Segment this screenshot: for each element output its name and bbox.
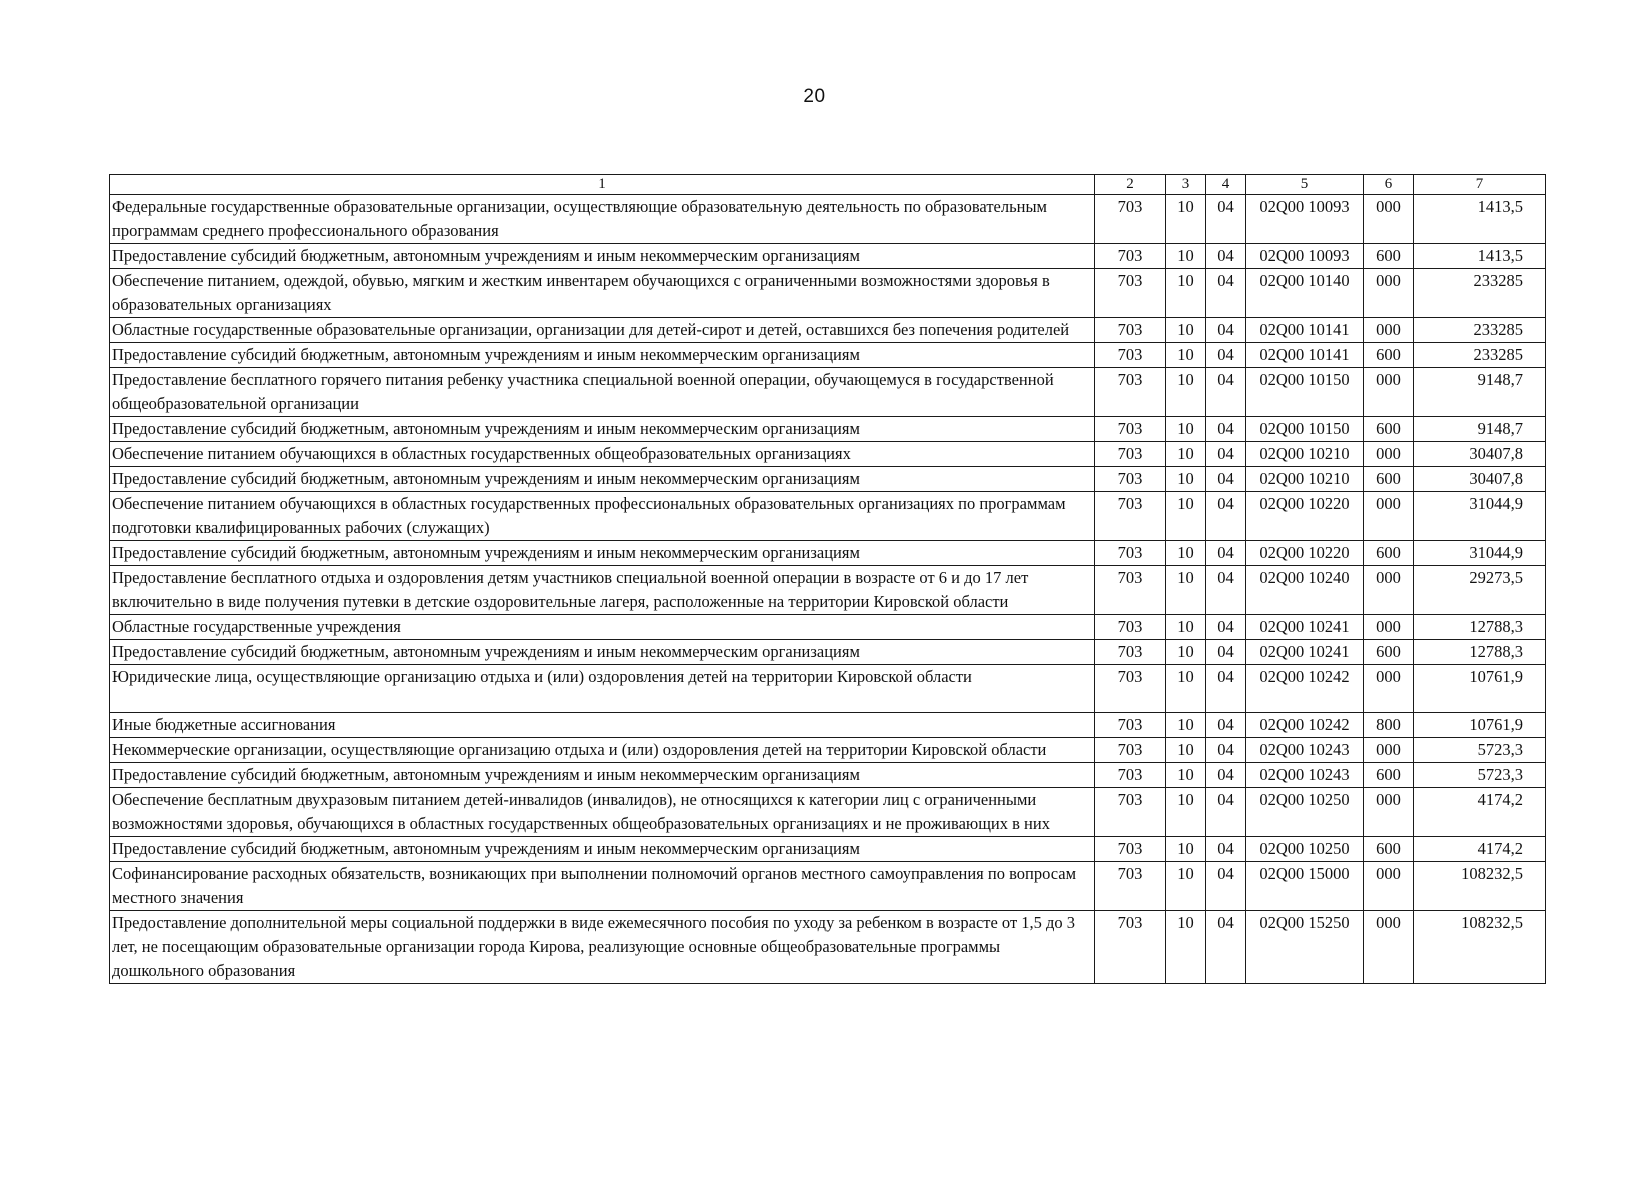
row-subsection-cell: 04 <box>1206 244 1246 269</box>
row-amount-cell: 9148,7 <box>1414 368 1546 417</box>
table-row <box>110 862 1546 911</box>
row-subsection-cell: 04 <box>1206 763 1246 788</box>
table-row <box>110 541 1546 566</box>
row-name-cell: Обеспечение бесплатным двухразовым питанием детей-инвалидов (инвалидов), не относящихся к категории лиц с ограниченными возможностями здоровья, обучающихся в областных государственных общеобразовательных организациях и не проживающих в них <box>110 788 1095 837</box>
row-expense-type-cell: 600 <box>1364 763 1414 788</box>
row-section-cell: 10 <box>1166 269 1206 318</box>
row-expense-type-cell: 000 <box>1364 195 1414 244</box>
row-grbs-cell: 703 <box>1095 492 1166 541</box>
row-name-cell: Обеспечение питанием, одеждой, обувью, мягким и жестким инвентарем обучающихся с ограниченными возможностями здоровья в образовательных организациях <box>110 269 1095 318</box>
row-amount-cell: 12788,3 <box>1414 640 1546 665</box>
row-amount-cell: 5723,3 <box>1414 763 1546 788</box>
row-grbs-cell: 703 <box>1095 318 1166 343</box>
row-grbs-cell: 703 <box>1095 837 1166 862</box>
row-grbs-cell: 703 <box>1095 911 1166 984</box>
row-grbs-cell: 703 <box>1095 763 1166 788</box>
row-grbs-cell: 703 <box>1095 269 1166 318</box>
row-subsection-cell: 04 <box>1206 640 1246 665</box>
table-row <box>110 640 1546 665</box>
row-expense-type-cell: 600 <box>1364 837 1414 862</box>
row-target-article-cell: 02Q00 10210 <box>1246 467 1364 492</box>
row-grbs-cell: 703 <box>1095 788 1166 837</box>
row-subsection-cell: 04 <box>1206 541 1246 566</box>
row-expense-type-cell: 000 <box>1364 788 1414 837</box>
row-amount-cell: 10761,9 <box>1414 665 1546 713</box>
row-section-cell: 10 <box>1166 368 1206 417</box>
row-subsection-cell: 04 <box>1206 318 1246 343</box>
row-subsection-cell: 04 <box>1206 837 1246 862</box>
row-expense-type-cell: 600 <box>1364 640 1414 665</box>
row-name-cell: Предоставление субсидий бюджетным, автономным учреждениям и иным некоммерческим организациям <box>110 467 1095 492</box>
row-target-article-cell: 02Q00 10141 <box>1246 343 1364 368</box>
row-amount-cell: 30407,8 <box>1414 442 1546 467</box>
row-target-article-cell: 02Q00 15000 <box>1246 862 1364 911</box>
row-target-article-cell: 02Q00 10093 <box>1246 244 1364 269</box>
row-section-cell: 10 <box>1166 665 1206 713</box>
row-target-article-cell: 02Q00 10220 <box>1246 541 1364 566</box>
row-name-cell: Предоставление субсидий бюджетным, автономным учреждениям и иным некоммерческим организациям <box>110 417 1095 442</box>
table-row <box>110 665 1546 713</box>
row-subsection-cell: 04 <box>1206 467 1246 492</box>
row-expense-type-cell: 000 <box>1364 492 1414 541</box>
table-row <box>110 492 1546 541</box>
table-row <box>110 343 1546 368</box>
page-number: 20 <box>803 86 826 107</box>
table-header <box>110 175 1546 195</box>
row-subsection-cell: 04 <box>1206 492 1246 541</box>
row-grbs-cell: 703 <box>1095 640 1166 665</box>
row-subsection-cell: 04 <box>1206 738 1246 763</box>
row-name-cell: Федеральные государственные образовательные организации, осуществляющие образовательную деятельность по образовательным программам среднего профессионального образования <box>110 195 1095 244</box>
row-grbs-cell: 703 <box>1095 713 1166 738</box>
row-subsection-cell: 04 <box>1206 788 1246 837</box>
table-row <box>110 837 1546 862</box>
row-grbs-cell: 703 <box>1095 566 1166 615</box>
table-row <box>110 368 1546 417</box>
table-row <box>110 318 1546 343</box>
row-grbs-cell: 703 <box>1095 665 1166 713</box>
row-expense-type-cell: 600 <box>1364 244 1414 269</box>
row-target-article-cell: 02Q00 10243 <box>1246 763 1364 788</box>
row-section-cell: 10 <box>1166 442 1206 467</box>
row-target-article-cell: 02Q00 10140 <box>1246 269 1364 318</box>
row-subsection-cell: 04 <box>1206 615 1246 640</box>
row-name-cell: Областные государственные образовательные организации, организации для детей-сирот и детей, оставшихся без попечения родителей <box>110 318 1095 343</box>
table-row <box>110 244 1546 269</box>
row-name-cell: Областные государственные учреждения <box>110 615 1095 640</box>
row-target-article-cell: 02Q00 10210 <box>1246 442 1364 467</box>
row-target-article-cell: 02Q00 10150 <box>1246 368 1364 417</box>
row-target-article-cell: 02Q00 10093 <box>1246 195 1364 244</box>
row-name-cell: Предоставление субсидий бюджетным, автономным учреждениям и иным некоммерческим организациям <box>110 763 1095 788</box>
row-grbs-cell: 703 <box>1095 541 1166 566</box>
table-row <box>110 615 1546 640</box>
row-section-cell: 10 <box>1166 640 1206 665</box>
row-section-cell: 10 <box>1166 467 1206 492</box>
table-row <box>110 566 1546 615</box>
row-name-cell: Юридические лица, осуществляющие организацию отдыха и (или) оздоровления детей на территории Кировской области <box>110 665 1095 713</box>
row-subsection-cell: 04 <box>1206 195 1246 244</box>
row-name-cell: Предоставление субсидий бюджетным, автономным учреждениям и иным некоммерческим организациям <box>110 837 1095 862</box>
header-cell-4: 4 <box>1206 175 1246 195</box>
row-expense-type-cell: 000 <box>1364 911 1414 984</box>
row-section-cell: 10 <box>1166 738 1206 763</box>
row-grbs-cell: 703 <box>1095 343 1166 368</box>
row-expense-type-cell: 000 <box>1364 665 1414 713</box>
header-cell-5: 5 <box>1246 175 1364 195</box>
row-target-article-cell: 02Q00 10240 <box>1246 566 1364 615</box>
row-grbs-cell: 703 <box>1095 244 1166 269</box>
row-grbs-cell: 703 <box>1095 368 1166 417</box>
row-amount-cell: 10761,9 <box>1414 713 1546 738</box>
row-target-article-cell: 02Q00 10243 <box>1246 738 1364 763</box>
row-grbs-cell: 703 <box>1095 615 1166 640</box>
row-expense-type-cell: 000 <box>1364 615 1414 640</box>
row-amount-cell: 5723,3 <box>1414 738 1546 763</box>
row-name-cell: Обеспечение питанием обучающихся в областных государственных профессиональных образовательных организациях по программам подготовки квалифицированных рабочих (служащих) <box>110 492 1095 541</box>
row-subsection-cell: 04 <box>1206 442 1246 467</box>
header-cell-7: 7 <box>1414 175 1546 195</box>
row-expense-type-cell: 000 <box>1364 442 1414 467</box>
table-row <box>110 911 1546 984</box>
row-expense-type-cell: 600 <box>1364 467 1414 492</box>
row-expense-type-cell: 000 <box>1364 318 1414 343</box>
row-name-cell: Предоставление бесплатного отдыха и оздоровления детям участников специальной военной операции в возрасте от 6 и до 17 лет включительно в виде получения путевки в детские оздоровительные лагеря, расположенные на территории Кировской области <box>110 566 1095 615</box>
row-amount-cell: 108232,5 <box>1414 862 1546 911</box>
row-subsection-cell: 04 <box>1206 417 1246 442</box>
row-section-cell: 10 <box>1166 788 1206 837</box>
row-section-cell: 10 <box>1166 492 1206 541</box>
row-amount-cell: 1413,5 <box>1414 244 1546 269</box>
row-target-article-cell: 02Q00 10250 <box>1246 837 1364 862</box>
header-cell-3: 3 <box>1166 175 1206 195</box>
row-name-cell: Софинансирование расходных обязательств, возникающих при выполнении полномочий органов местного самоуправления по вопросам местного значения <box>110 862 1095 911</box>
row-target-article-cell: 02Q00 10242 <box>1246 713 1364 738</box>
row-target-article-cell: 02Q00 10220 <box>1246 492 1364 541</box>
row-expense-type-cell: 000 <box>1364 269 1414 318</box>
table-row <box>110 738 1546 763</box>
table-row <box>110 467 1546 492</box>
row-amount-cell: 30407,8 <box>1414 467 1546 492</box>
header-cell-6: 6 <box>1364 175 1414 195</box>
row-grbs-cell: 703 <box>1095 417 1166 442</box>
table-row <box>110 417 1546 442</box>
row-name-cell: Некоммерческие организации, осуществляющие организацию отдыха и (или) оздоровления детей на территории Кировской области <box>110 738 1095 763</box>
row-expense-type-cell: 000 <box>1364 566 1414 615</box>
row-expense-type-cell: 000 <box>1364 862 1414 911</box>
row-expense-type-cell: 600 <box>1364 417 1414 442</box>
row-expense-type-cell: 800 <box>1364 713 1414 738</box>
row-section-cell: 10 <box>1166 541 1206 566</box>
row-expense-type-cell: 600 <box>1364 343 1414 368</box>
table-row <box>110 763 1546 788</box>
row-section-cell: 10 <box>1166 417 1206 442</box>
row-subsection-cell: 04 <box>1206 566 1246 615</box>
header-row <box>110 175 1546 195</box>
row-amount-cell: 31044,9 <box>1414 492 1546 541</box>
row-grbs-cell: 703 <box>1095 738 1166 763</box>
row-subsection-cell: 04 <box>1206 368 1246 417</box>
row-amount-cell: 4174,2 <box>1414 837 1546 862</box>
row-section-cell: 10 <box>1166 343 1206 368</box>
row-amount-cell: 4174,2 <box>1414 788 1546 837</box>
row-name-cell: Обеспечение питанием обучающихся в областных государственных общеобразовательных организациях <box>110 442 1095 467</box>
table-row <box>110 788 1546 837</box>
row-subsection-cell: 04 <box>1206 269 1246 318</box>
row-amount-cell: 9148,7 <box>1414 417 1546 442</box>
row-grbs-cell: 703 <box>1095 862 1166 911</box>
budget-table <box>109 174 1546 984</box>
row-target-article-cell: 02Q00 10150 <box>1246 417 1364 442</box>
row-target-article-cell: 02Q00 10241 <box>1246 640 1364 665</box>
table-row <box>110 442 1546 467</box>
row-subsection-cell: 04 <box>1206 343 1246 368</box>
row-target-article-cell: 02Q00 10250 <box>1246 788 1364 837</box>
row-section-cell: 10 <box>1166 862 1206 911</box>
row-name-cell: Предоставление дополнительной меры социальной поддержки в виде ежемесячного пособия по уходу за ребенком в возрасте от 1,5 до 3 лет, не посещающим образовательные организации города Кирова, реализующие основные общеобразовательные программы дошкольного образования <box>110 911 1095 984</box>
row-subsection-cell: 04 <box>1206 862 1246 911</box>
row-target-article-cell: 02Q00 10241 <box>1246 615 1364 640</box>
row-grbs-cell: 703 <box>1095 442 1166 467</box>
row-amount-cell: 233285 <box>1414 343 1546 368</box>
row-subsection-cell: 04 <box>1206 911 1246 984</box>
row-amount-cell: 12788,3 <box>1414 615 1546 640</box>
row-expense-type-cell: 600 <box>1364 541 1414 566</box>
row-grbs-cell: 703 <box>1095 195 1166 244</box>
row-name-cell: Предоставление субсидий бюджетным, автономным учреждениям и иным некоммерческим организациям <box>110 640 1095 665</box>
row-amount-cell: 1413,5 <box>1414 195 1546 244</box>
row-section-cell: 10 <box>1166 763 1206 788</box>
header-cell-2: 2 <box>1095 175 1166 195</box>
row-name-cell: Предоставление субсидий бюджетным, автономным учреждениям и иным некоммерческим организациям <box>110 343 1095 368</box>
table-row <box>110 269 1546 318</box>
row-name-cell: Предоставление бесплатного горячего питания ребенку участника специальной военной операции, обучающемуся в государственной общеобразовательной организации <box>110 368 1095 417</box>
row-name-cell: Предоставление субсидий бюджетным, автономным учреждениям и иным некоммерческим организациям <box>110 541 1095 566</box>
table-row <box>110 713 1546 738</box>
row-amount-cell: 29273,5 <box>1414 566 1546 615</box>
row-target-article-cell: 02Q00 10141 <box>1246 318 1364 343</box>
row-amount-cell: 108232,5 <box>1414 911 1546 984</box>
row-section-cell: 10 <box>1166 837 1206 862</box>
row-section-cell: 10 <box>1166 566 1206 615</box>
row-name-cell: Иные бюджетные ассигнования <box>110 713 1095 738</box>
row-amount-cell: 31044,9 <box>1414 541 1546 566</box>
row-section-cell: 10 <box>1166 911 1206 984</box>
row-section-cell: 10 <box>1166 195 1206 244</box>
row-section-cell: 10 <box>1166 244 1206 269</box>
row-section-cell: 10 <box>1166 713 1206 738</box>
row-amount-cell: 233285 <box>1414 318 1546 343</box>
row-target-article-cell: 02Q00 15250 <box>1246 911 1364 984</box>
row-subsection-cell: 04 <box>1206 665 1246 713</box>
header-cell-1: 1 <box>110 175 1095 195</box>
budget-table-container <box>109 174 1545 984</box>
row-section-cell: 10 <box>1166 615 1206 640</box>
row-subsection-cell: 04 <box>1206 713 1246 738</box>
row-section-cell: 10 <box>1166 318 1206 343</box>
row-target-article-cell: 02Q00 10242 <box>1246 665 1364 713</box>
table-row <box>110 195 1546 244</box>
row-expense-type-cell: 000 <box>1364 738 1414 763</box>
row-expense-type-cell: 000 <box>1364 368 1414 417</box>
row-amount-cell: 233285 <box>1414 269 1546 318</box>
row-name-cell: Предоставление субсидий бюджетным, автономным учреждениям и иным некоммерческим организациям <box>110 244 1095 269</box>
table-body <box>110 195 1546 984</box>
row-grbs-cell: 703 <box>1095 467 1166 492</box>
